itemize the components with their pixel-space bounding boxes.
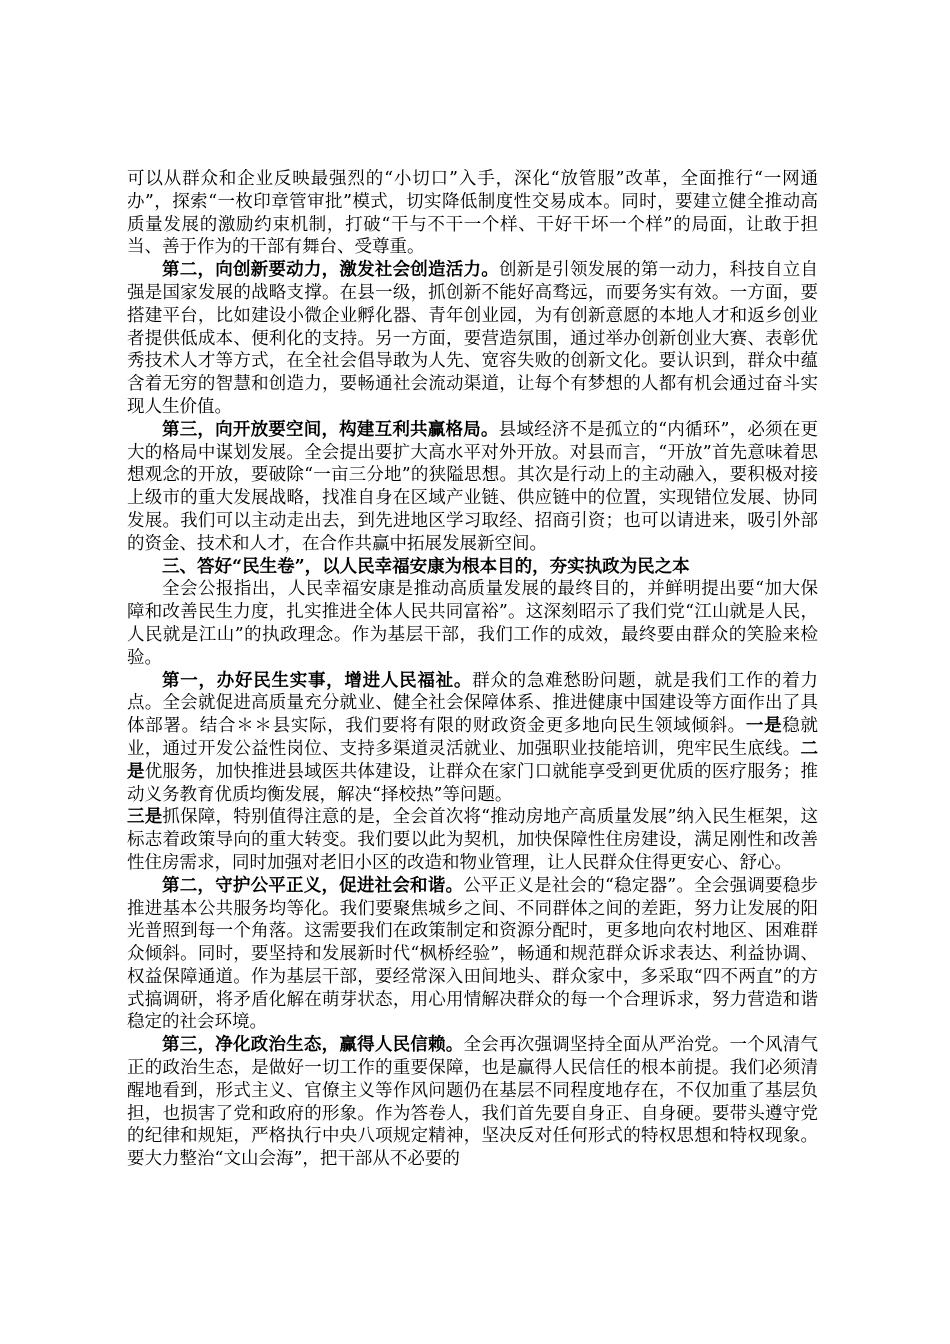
paragraph-opening-up xyxy=(127,419,818,556)
enumeration-marker: 一是 xyxy=(745,716,783,737)
paragraph-text: 创新是引领发展的第一动力，科技自立自强是国家发展的战略支撑。在县一级，抓创新不能好高骛远，而要务实有效。一方面，要搭建平台，比如建设小微企业孵化器、青年创业园，为有创新意愿的本地人才和返乡创业者提供低成本、便利化的支持。另一方面，要营造氛围，通过举办创新创业大赛、表彰优秀技术人才等方式，在全社会倡导敢为人先、宽容失败的创新文化。要认识到，群众中蕴含着无穷的智慧和创造力，要畅通社会流动渠道，让每个有梦想的人都有机会通过奋斗实现人生价值。 xyxy=(127,260,819,417)
paragraph-text: 抓保障，特别值得注意的是，全会首次将“推动房地产高质量发展”纳入民生框架，这标志着政策导向的重大转变。我们要以此为契机，加快保障性住房建设，满足刚性和改善性住房需求，同时加强对老旧小区的改造和物业管理，让人民群众住得更安心、舒心。 xyxy=(127,807,819,873)
paragraph-livelihood xyxy=(127,670,818,875)
paragraph-political-ecology xyxy=(127,1034,818,1171)
paragraph-text: 可以从群众和企业反映最强烈的“小切口”入手，深化“放管服”改革，全面推行“一网通办”，探索“一枚印章管审批”模式，切实降低制度性交易成本。同时，要建立健全推动高质量发展的激励约束机制，打破“干与不干一个样、干好干坏一个样”的局面，让敢于担当、善于作为的干部有舞台、受尊重。 xyxy=(127,169,818,258)
section-heading: 三、答好“民生卷”，以人民幸福安康为根本目的，夯实执政为民之本 xyxy=(162,556,690,577)
paragraph-lead: 第一，办好民生实事，增进人民福祉。 xyxy=(162,670,473,691)
enumeration-marker: 三是 xyxy=(127,807,163,828)
enumeration-marker: 二是 xyxy=(127,738,818,782)
paragraph-text: 优服务，加快推进县域医共体建设，让群众在家门口就能享受到更优质的医疗服务；推动义务教育优质均衡发展，解决“择校热”等问题。 xyxy=(127,761,819,805)
paragraph-text: 全会公报指出，人民幸福安康是推动高质量发展的最终目的，并鲜明提出要“加大保障和改善民生力度，扎实推进全体人民共同富裕”。这深刻昭示了我们党“江山就是人民，人民就是江山”的执政理念。作为基层干部，我们工作的成效，最终要由群众的笑脸来检验。 xyxy=(127,579,818,668)
paragraph-lead: 第二，向创新要动力，激发社会创造活力。 xyxy=(162,260,499,281)
paragraph-text: 县域经济不是孤立的“内循环”，必须在更大的格局中谋划发展。全会提出要扩大高水平对外开放。对县而言，“开放”首先意味着思想观念的开放，要破除“一亩三分地”的狭隘思想。其次是行动上的主动融入，要积极对接上级市的重大发展战略，找准自身在区域产业链、供应链中的位置，实现错位发展、协同发展。我们可以主动走出去，到先进地区学习取经、招商引资；也可以请进来，吸引外部的资金、技术和人才，在合作共赢中拓展发展新空间。 xyxy=(127,419,818,554)
paragraph-text: 群众的急难愁盼问题，就是我们工作的着力点。全会就促进高质量充分就业、健全社会保障体系、推进健康中国建设等方面作出了具体部署。结合＊＊县实际，我们要将有限的财政资金更多地向民生领域倾斜。 xyxy=(127,670,819,737)
paragraph-text: 稳就业，通过开发公益性岗位、支持多渠道灵活就业、加强职业技能培训，兜牢民生底线。 xyxy=(127,716,818,759)
paragraph-lead: 第二，守护公平正义，促进社会和谐。 xyxy=(162,875,464,896)
paragraph-intro xyxy=(127,578,818,669)
paragraph-lead: 第三，净化政治生态，赢得人民信赖。 xyxy=(162,1035,464,1056)
paragraph-text: 全会再次强调坚持全面从严治党。一个风清气正的政治生态，是做好一切工作的重要保障，也是赢得人民信任的根本前提。我们必须清醒地看到，形式主义、官僚主义等作风问题仍在基层不同程度地存在，不仅加重了基层负担，也损害了党和政府的形象。作为答卷人，我们首先要自身正、自身硬。要带头遵守党的纪律和规矩，严格执行中央八项规定精神，坚决反对任何形式的特权思想和特权现象。要大力整治“文山会海”，把干部从不必要的 xyxy=(127,1035,819,1170)
paragraph-text: 公平正义是社会的“稳定器”。全会强调要稳步推进基本公共服务均等化。我们要聚焦城乡之间、不同群体之间的差距，努力让发展的阳光普照到每一个角落。这需要我们在政策制定和资源分配时，更多地向农村地区、困难群众倾斜。同时，要坚持和发展新时代“枫桥经验”，畅通和规范群众诉求表达、利益协调、权益保障通道。作为基层干部，要经常深入田间地头、群众家中，多采取“四不两直”的方式搞调研，将矛盾化解在萌芽状态，用心用情解决群众的每一个合理诉求，努力营造和谐稳定的社会环境。 xyxy=(127,875,818,1033)
paragraph-justice xyxy=(127,875,818,1035)
paragraph-innovation xyxy=(127,259,818,419)
paragraph-continuation xyxy=(127,168,818,259)
paragraph-lead: 第三，向开放要空间，构建互利共赢格局。 xyxy=(162,419,499,440)
document-page xyxy=(127,168,818,1171)
